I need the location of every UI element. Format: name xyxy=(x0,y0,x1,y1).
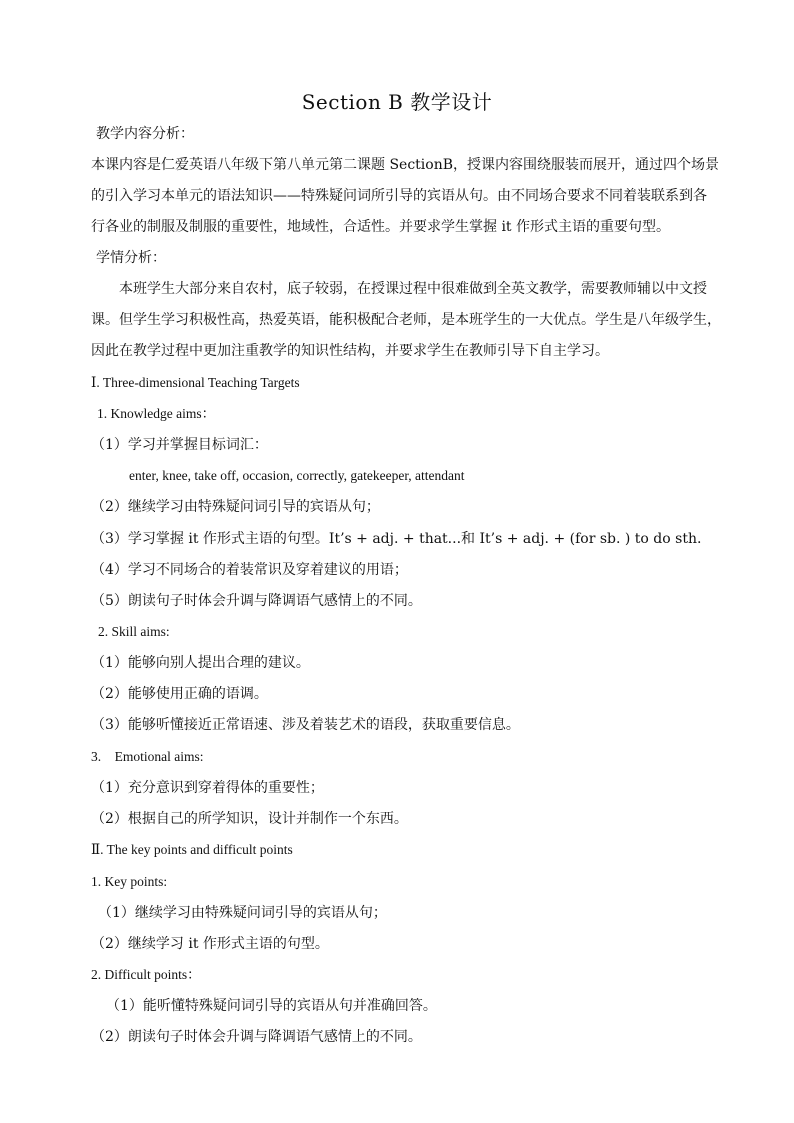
emotional-item: （2）根据自己的所学知识，设计并制作一个东西。 xyxy=(91,811,408,827)
key-points-heading: 1. Key points: xyxy=(91,874,168,889)
content-analysis-line: 行各业的制服及制服的重要性，地域性，合适性。并要求学生掌握 it 作形式主语的重要句型。 xyxy=(91,219,671,235)
section1-heading: Ⅰ. Three-dimensional Teaching Targets xyxy=(91,375,300,390)
content-analysis-heading: 教学内容分析： xyxy=(96,126,194,142)
document-title: Section B 教学设计 xyxy=(301,90,493,114)
content-analysis-line: 本课内容是仁爱英语八年级下第八单元第二课题 SectionB，授课内容围绕服装而展开，通过四个场景 xyxy=(91,157,720,173)
student-analysis-line: 因此在教学过程中更加注重教学的知识性结构，并要求学生在教师引导下自主学习。 xyxy=(91,343,609,359)
emotional-aims-heading: 3. Emotional aims: xyxy=(91,749,204,764)
student-analysis-heading: 学情分析： xyxy=(96,250,166,266)
knowledge-item: （5）朗读句子时体会升调与降调语气感情上的不同。 xyxy=(91,593,422,609)
key-point-item: （2）继续学习 it 作形式主语的句型。 xyxy=(91,936,329,952)
key-point-item: （1）继续学习由特殊疑问词引导的宾语从句； xyxy=(98,905,387,921)
skill-aims-heading: 2. Skill aims: xyxy=(98,624,170,639)
skill-item: （1）能够向别人提出合理的建议。 xyxy=(91,655,310,671)
content-analysis-line: 的引入学习本单元的语法知识——特殊疑问词所引导的宾语从句。由不同场合要求不同着装联系到各 xyxy=(91,188,707,204)
skill-item: （3）能够听懂接近正常语速、涉及着装艺术的语段，获取重要信息。 xyxy=(91,717,520,733)
difficult-points-heading: 2. Difficult points： xyxy=(91,967,201,982)
difficult-point-item: （2）朗读句子时体会升调与降调语气感情上的不同。 xyxy=(91,1029,422,1045)
knowledge-aims-heading: 1. Knowledge aims： xyxy=(97,406,216,421)
knowledge-item: （4）学习不同场合的着装常识及穿着建议的用语； xyxy=(91,562,408,578)
difficult-point-item: （1）能听懂特殊疑问词引导的宾语从句并准确回答。 xyxy=(106,998,437,1014)
student-analysis-line: 课。但学生学习积极性高，热爱英语，能积极配合老师，是本班学生的一大优点。学生是八年级学生， xyxy=(91,312,721,328)
skill-item: （2）能够使用正确的语调。 xyxy=(91,686,268,702)
emotional-item: （1）充分意识到穿着得体的重要性； xyxy=(91,780,324,796)
knowledge-item: （3）学习掌握 it 作形式主语的句型。It’s + adj. + that...和 It’s + adj. + (for sb. ) to do sth. xyxy=(91,531,702,547)
section2-heading: Ⅱ. The key points and difficult points xyxy=(91,842,293,857)
vocabulary-list: enter, knee, take off, occasion, correctly, gatekeeper, attendant xyxy=(129,468,465,483)
knowledge-item: （2）继续学习由特殊疑问词引导的宾语从句； xyxy=(91,499,380,515)
knowledge-item: （1）学习并掌握目标词汇： xyxy=(91,437,268,453)
student-analysis-line: 本班学生大部分来自农村，底子较弱，在授课过程中很难做到全英文教学，需要教师辅以中文授 xyxy=(119,281,707,297)
